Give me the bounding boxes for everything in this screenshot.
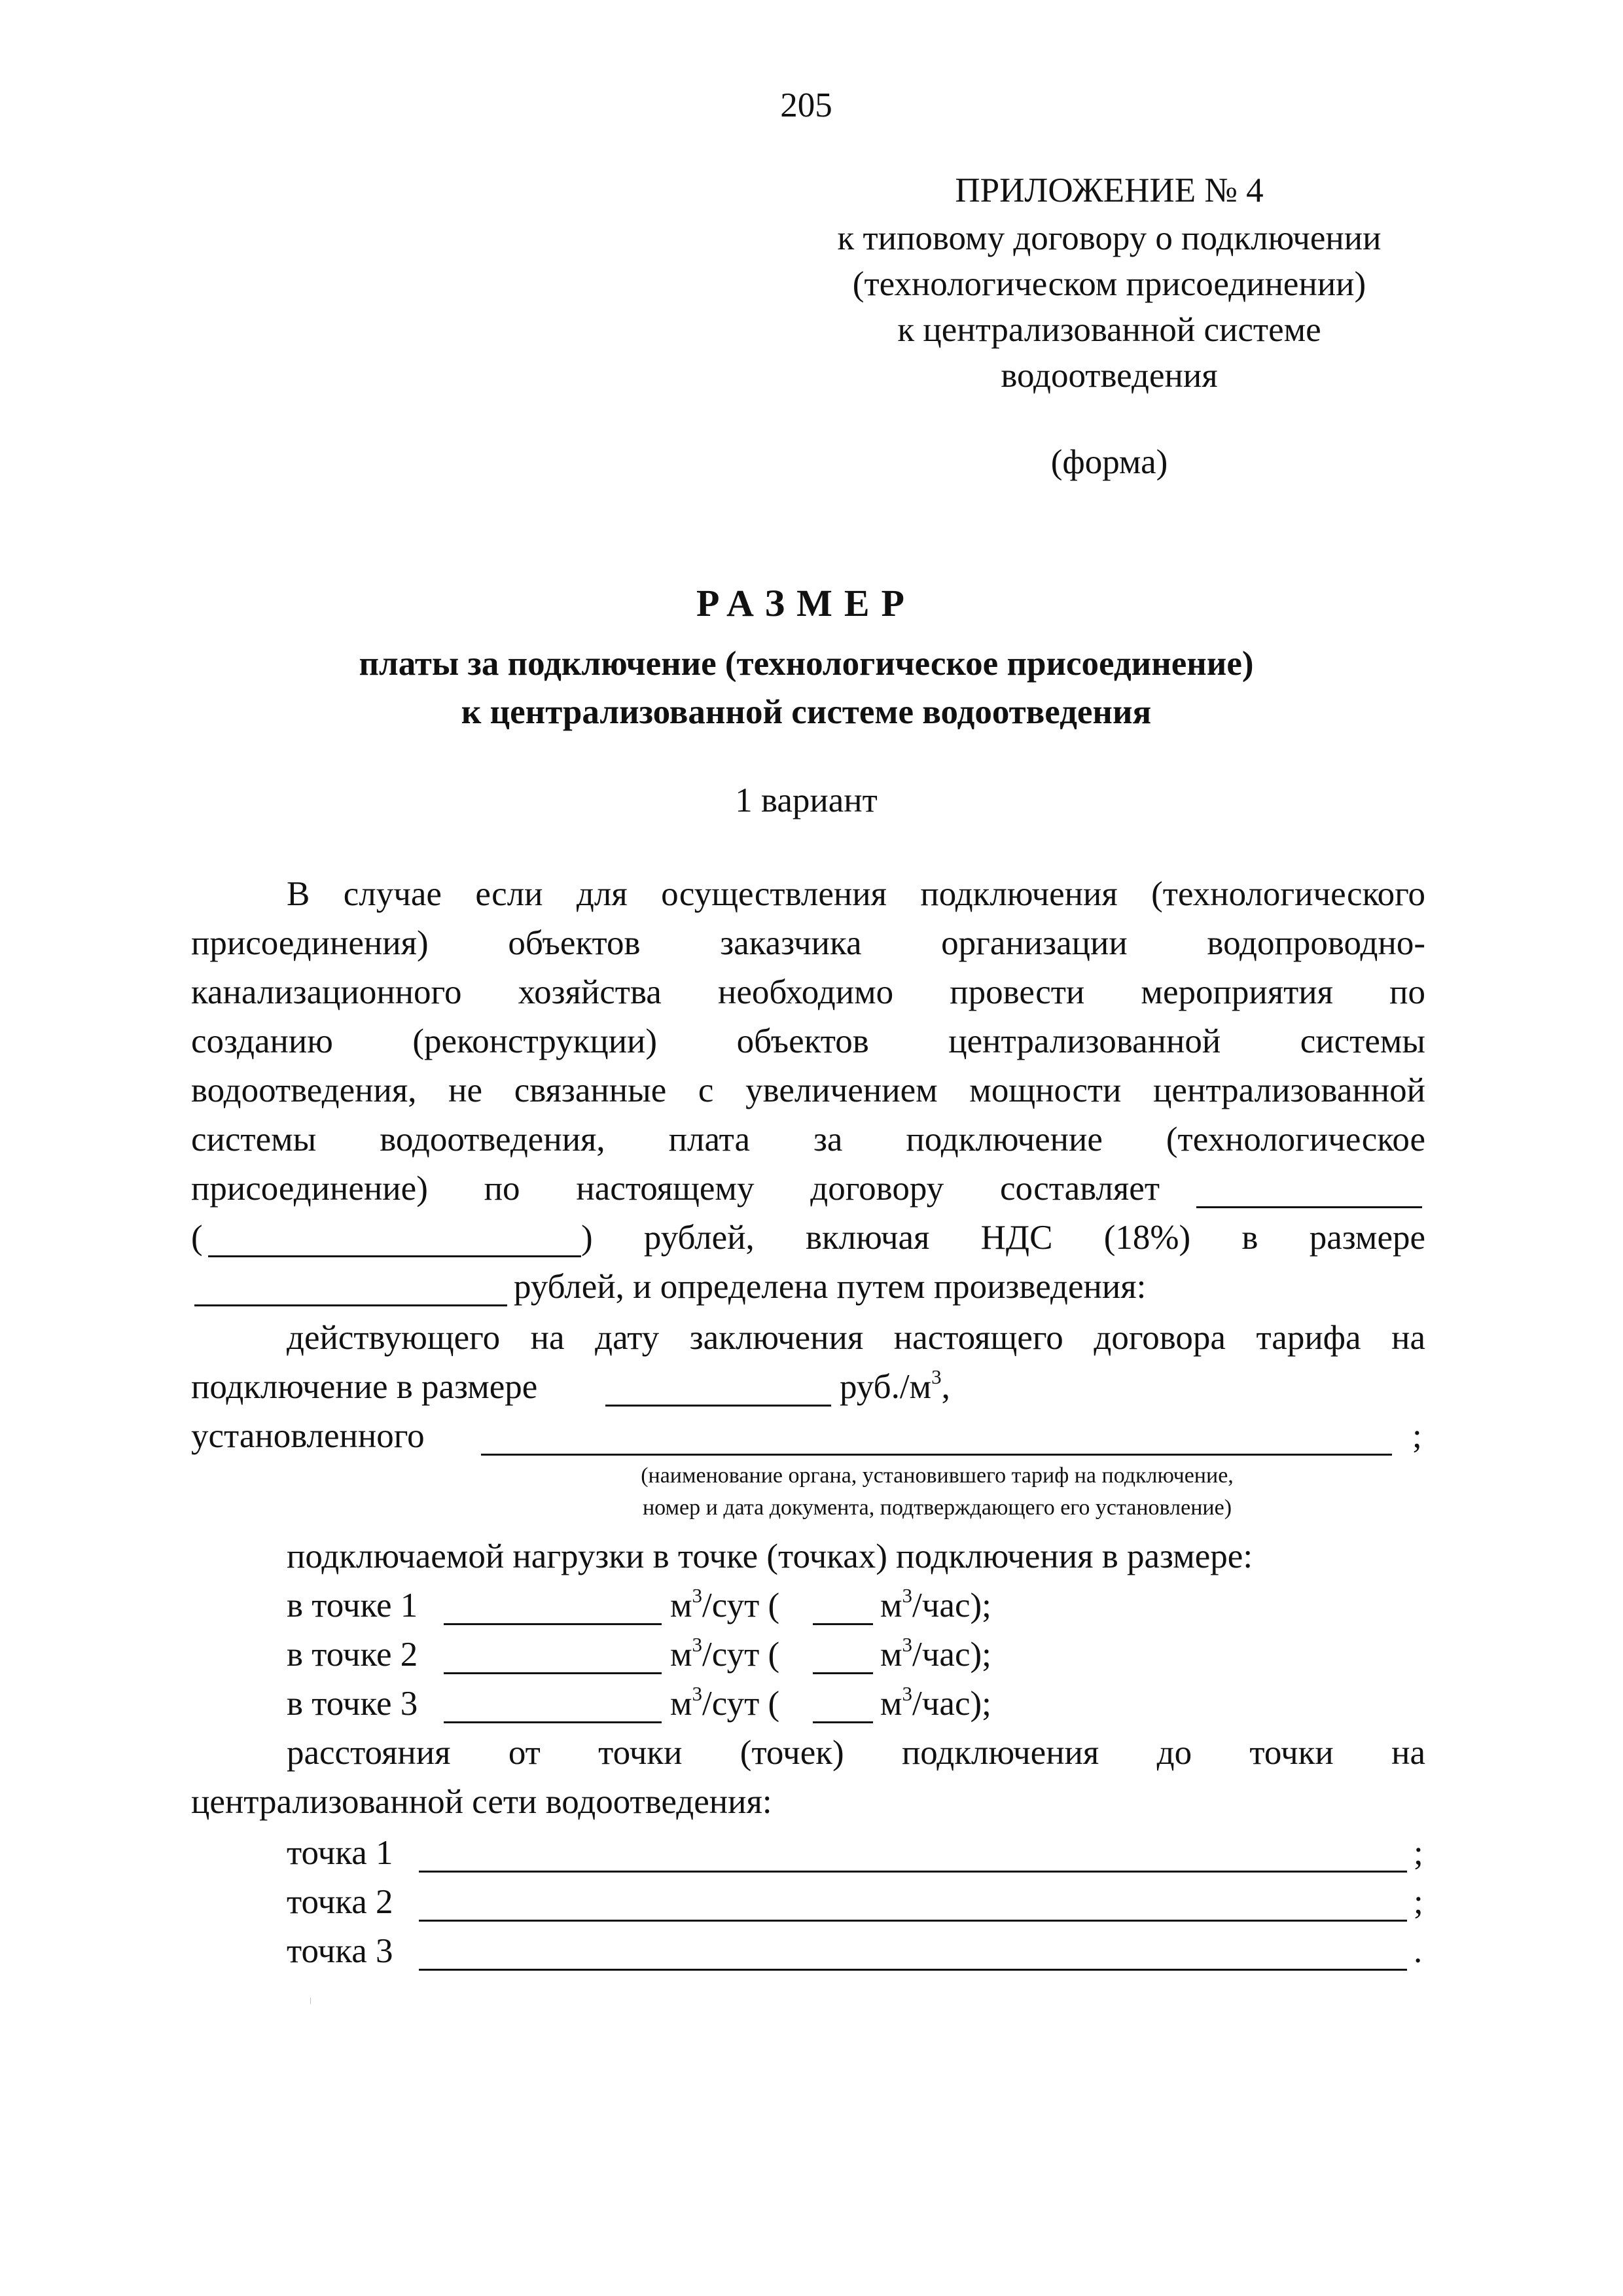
amount-words-line [208, 1255, 581, 1257]
point-row-1-day-line [444, 1623, 662, 1625]
point-row-2-hour-unit: $м^3/час$); [880, 1633, 991, 1674]
variant-label: 1 вариант [735, 781, 878, 819]
point-row-1-label: в точке 1 [287, 1587, 418, 1624]
point-row-3-label: в точке 3 [287, 1685, 418, 1723]
distance-line-2: централизованной сети водоотведения: [191, 1783, 772, 1821]
document-subtitle-line-1: платы за подключение (технологическое присоединение) [359, 645, 1254, 683]
point-row-2-label: в точке 2 [287, 1636, 418, 1674]
point-row-3-hour-unit: $м^3/час$); [880, 1682, 991, 1723]
tariff-label: подключение в размере [191, 1368, 538, 1406]
point-row-1-day-unit: $м^3$/сут ( [670, 1584, 780, 1624]
distance-row-2-label: точка 2 [287, 1883, 393, 1921]
authority-note-line-2: номер и дата документа, подтверждающего его установление) [642, 1496, 1232, 1520]
contract-amount-line [1196, 1206, 1422, 1208]
point-row-3-day-unit: $м^3$/сут ( [670, 1682, 780, 1723]
paragraph-line-10: действующего на дату заключения настоящего договора тарифа на [287, 1319, 1425, 1357]
load-intro: подключаемой нагрузки в точке (точках) подключения в размере: [287, 1537, 1253, 1575]
paragraph-line-5: водоотведения, не связанные с увеличением мощности централизованной [191, 1071, 1425, 1109]
authority-note-line-1: (наименование органа, установившего тариф на подключение, [641, 1463, 1234, 1488]
point-row-3-hour-line [813, 1721, 873, 1723]
point-row-2-day-unit: $м^3$/сут ( [670, 1633, 780, 1674]
distance-row-2-line [419, 1920, 1407, 1922]
distance-row-3-end: . [1414, 1932, 1423, 1970]
paragraph-line-8: ) рублей, включая НДС (18%) в размере [581, 1219, 1425, 1257]
paragraph-line-3: канализационного хозяйства необходимо провести мероприятия по [191, 973, 1425, 1011]
authority-line [481, 1454, 1392, 1456]
paragraph-line-4: созданию (реконструкции) объектов централизованной системы [191, 1022, 1425, 1060]
vat-amount-line [194, 1304, 507, 1306]
document-title: РАЗМЕР [696, 582, 916, 624]
tariff-value-line [605, 1405, 831, 1407]
page-number: 205 [780, 86, 832, 124]
paragraph-line-9: рублей, и определена путем произведения: [514, 1268, 1147, 1306]
paragraph-line-7-prefix: присоединение) по настоящему договору составляет [191, 1170, 1160, 1208]
point-row-1-hour-unit: $м^3/час$); [880, 1584, 991, 1624]
appendix-title: ПРИЛОЖЕНИЕ № 4 [955, 171, 1264, 209]
appendix-line-2: (технологическом присоединении) [852, 265, 1366, 303]
distance-row-3-line [419, 1969, 1407, 1971]
appendix-line-3: к централизованной системе [897, 311, 1321, 349]
document-subtitle-line-2: к централизованной системе водоотведения [461, 693, 1152, 731]
point-row-2-day-line [444, 1672, 662, 1674]
established-label: установленного [191, 1417, 425, 1455]
distance-row-2-end: ; [1414, 1883, 1423, 1921]
distance-row-1-end: ; [1414, 1834, 1423, 1872]
tariff-unit: $руб./м^3$, [840, 1365, 950, 1406]
appendix-line-4: водоотведения [1001, 357, 1218, 395]
point-row-3-day-line [444, 1721, 662, 1723]
distance-row-1-label: точка 1 [287, 1834, 393, 1872]
paragraph-line-1: В случае если для осуществления подключения (технологического [287, 875, 1425, 913]
established-semicolon: ; [1412, 1417, 1422, 1455]
point-row-1-hour-line [813, 1623, 873, 1625]
distance-line-1: расстояния от точки (точек) подключения до точки на [287, 1734, 1425, 1772]
distance-row-3-label: точка 3 [287, 1932, 393, 1970]
appendix-line-1: к типовому договору о подключении [837, 219, 1382, 257]
point-row-2-hour-line [813, 1672, 873, 1674]
distance-row-1-line [419, 1871, 1407, 1873]
paragraph-line-2: присоединения) объектов заказчика организации водопроводно- [191, 924, 1425, 962]
form-label: (форма) [1050, 443, 1168, 481]
amount-open-bracket: ( [191, 1219, 203, 1257]
scan-mark [310, 1998, 311, 2004]
paragraph-line-6: системы водоотведения, плата за подключение (технологическое [191, 1121, 1425, 1158]
